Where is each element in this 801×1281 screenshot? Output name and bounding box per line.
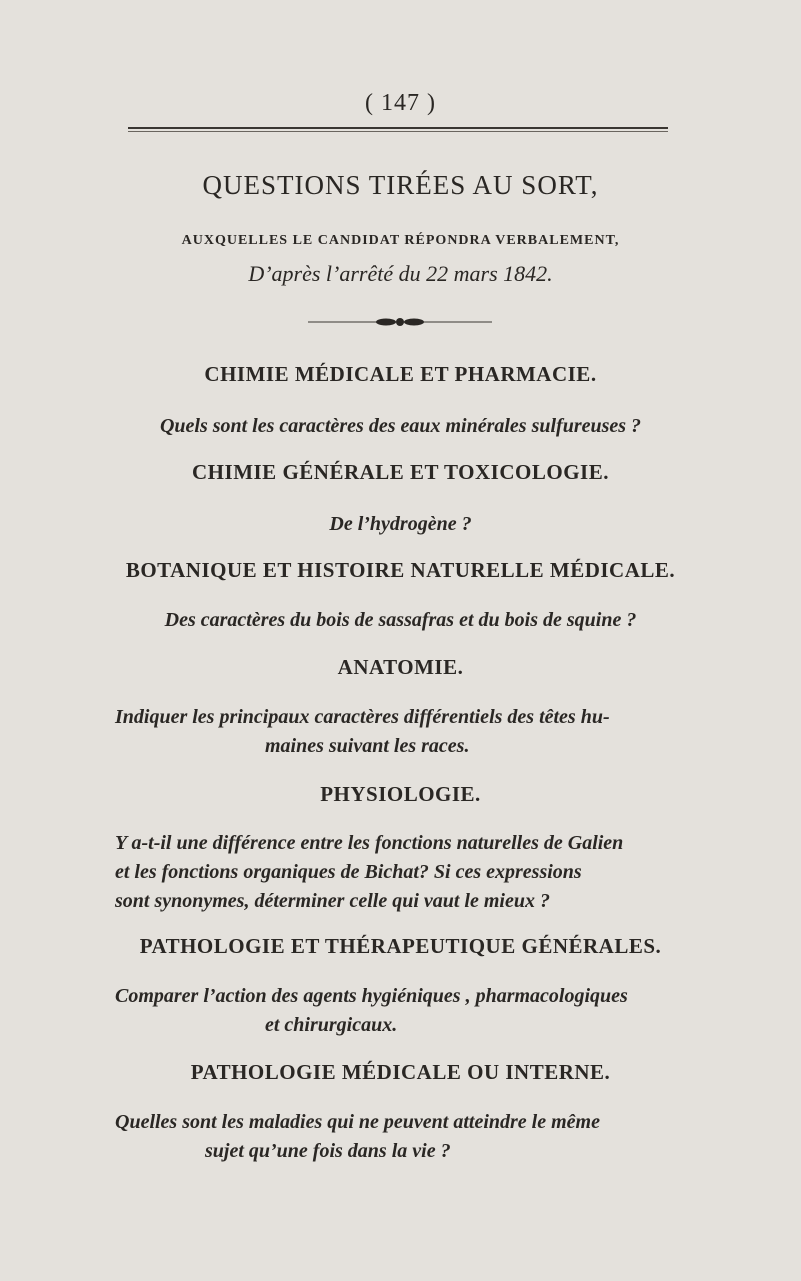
question-line: et chirurgicaux. — [265, 1014, 398, 1036]
header-rule — [128, 127, 668, 129]
page-title: QUESTIONS TIRÉES AU SORT, — [202, 170, 599, 200]
page-number: ( 147 ) — [365, 90, 436, 116]
question-line: sont synonymes, déterminer celle qui vaut le mieux ? — [115, 890, 550, 912]
question-line: Comparer l’action des agents hygiéniques , pharmacologiques — [115, 985, 628, 1007]
decree-date: D’après l’arrêté du 22 mars 1842. — [248, 261, 553, 286]
question-anatomie — [115, 703, 705, 761]
question-pathologie-generale — [115, 982, 705, 1040]
section-heading-pathologie-generale: PATHOLOGIE ET THÉRAPEUTIQUE GÉNÉRALES. — [139, 934, 662, 958]
ornament-divider — [308, 317, 492, 327]
header-rule-thin — [128, 131, 668, 132]
question-chimie-medicale: Quels sont les caractères des eaux minérales sulfureuses ? — [159, 415, 642, 437]
page-subtitle: AUXQUELLES LE CANDIDAT RÉPONDRA VERBALEMENT, — [181, 233, 620, 248]
question-botanique: Des caractères du bois de sassafras et du bois de squine ? — [164, 609, 637, 631]
section-heading-anatomie: ANATOMIE. — [337, 655, 464, 679]
question-line: Quelles sont les maladies qui ne peuvent atteindre le même — [115, 1111, 600, 1133]
section-heading-pathologie-medicale: PATHOLOGIE MÉDICALE OU INTERNE. — [190, 1060, 611, 1084]
question-line: Y a-t-il une différence entre les fonctions naturelles de Galien — [115, 832, 624, 854]
section-heading-chimie-generale: CHIMIE GÉNÉRALE ET TOXICOLOGIE. — [192, 460, 609, 484]
question-line: sujet qu’une fois dans la vie ? — [205, 1140, 451, 1162]
section-heading-chimie-medicale: CHIMIE MÉDICALE ET PHARMACIE. — [204, 362, 597, 386]
question-chimie-generale: De l’hydrogène ? — [329, 513, 472, 535]
question-pathologie-medicale — [115, 1108, 705, 1166]
section-heading-physiologie: PHYSIOLOGIE. — [320, 782, 481, 806]
question-line: maines suivant les races. — [265, 735, 470, 757]
question-line: Indiquer les principaux caractères différentiels des têtes hu- — [115, 706, 610, 728]
question-line: et les fonctions organiques de Bichat? Si ces expressions — [115, 861, 582, 883]
section-heading-botanique: BOTANIQUE ET HISTOIRE NATURELLE MÉDICALE. — [125, 558, 676, 582]
question-physiologie — [115, 829, 705, 916]
